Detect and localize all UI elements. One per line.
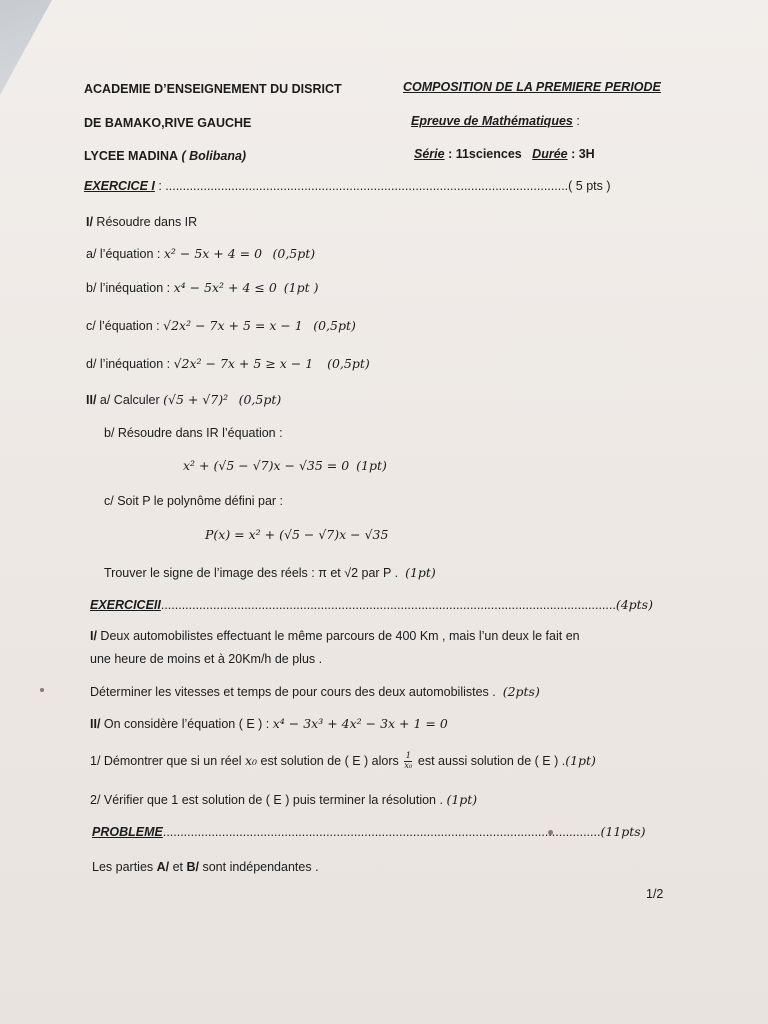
header-district: DE BAMAKO,RIVE GAUCHE [84, 116, 252, 130]
ex1-question-d: d/ l’inéquation : √2x² − 7x + 5 ≥ x − 1 (0,5pt) [86, 356, 370, 371]
paper-stain [40, 688, 44, 692]
problem-heading: PROBLEME..............................................................................................................................(11pts) [92, 824, 646, 839]
ex2-part1-line2: une heure de moins et à 20Km/h de plus . [90, 652, 323, 666]
ex1-part2-b-equation: x² + (√5 − √7)x − √35 = 0 (1pt) [183, 458, 387, 473]
folded-corner [0, 0, 52, 95]
header-subject: Epreuve de Mathématiques : [411, 114, 580, 128]
ex1-question-b: b/ l’inéquation : x⁴ − 5x² + 4 ≤ 0 (1pt ) [86, 280, 319, 295]
ex1-question-a: a/ l’équation : x² − 5x + 4 = 0 (0,5pt) [86, 246, 316, 261]
ex2-part2: II/ On considère l’équation ( E ) : x⁴ − 3x³ + 4x² − 3x + 1 = 0 [90, 716, 448, 731]
ex2-question2: 2/ Vérifier que 1 est solution de ( E ) puis terminer la résolution . (1pt) [90, 792, 478, 807]
page-number: 1/2 [646, 887, 664, 901]
header-serie-duree: Série : 11sciences Durée : 3H [414, 147, 595, 161]
header-academy: ACADEMIE D’ENSEIGNEMENT DU DISRICT [84, 82, 342, 96]
exercise2-heading: EXERCICEII...................................................................................................................................(4pts) [90, 597, 653, 612]
ex2-question1: 1/ Démontrer que si un réel x₀ est solution de ( E ) alors $\frac{1}{\text{x₀}}$ est aussi solution de ( E ) .(1pt) [90, 751, 596, 771]
header-school: LYCEE MADINA ( Bolibana) [84, 149, 247, 163]
ex1-trouver: Trouver le signe de l’image des réels : π et √2 par P . (1pt) [104, 565, 436, 580]
ex1-part2-c-polynomial: P(x) = x² + (√5 − √7)x − √35 [205, 527, 389, 542]
header-composition: COMPOSITION DE LA PREMIERE PERIODE [403, 80, 661, 94]
ex2-determine: Déterminer les vitesses et temps de pour cours des deux automobilistes . (2pts) [90, 684, 540, 699]
ex1-question-c: c/ l’équation : √2x² − 7x + 5 = x − 1 (0,5pt) [86, 318, 356, 333]
ex1-part1: I/ Résoudre dans IR [86, 215, 198, 229]
problem-intro: Les parties A/ et B/ sont indépendantes . [92, 860, 319, 874]
ex1-part2-a: II/ a/ Calculer (√5 + √7)² (0,5pt) [86, 392, 282, 407]
ex1-part2-c: c/ Soit P le polynôme défini par : [104, 494, 284, 508]
ex1-part2-b: b/ Résoudre dans IR l’équation : [104, 426, 283, 440]
exercise1-heading: EXERCICE I : ....................................................................................................................( 5 pts ) [84, 179, 611, 193]
fraction-one-over-x0: $\frac{1}{\text{x₀}}$ [404, 751, 413, 771]
ex2-part1-line1: I/ Deux automobilistes effectuant le même parcours de 400 Km , mais l’un deux le fait en [90, 629, 580, 643]
